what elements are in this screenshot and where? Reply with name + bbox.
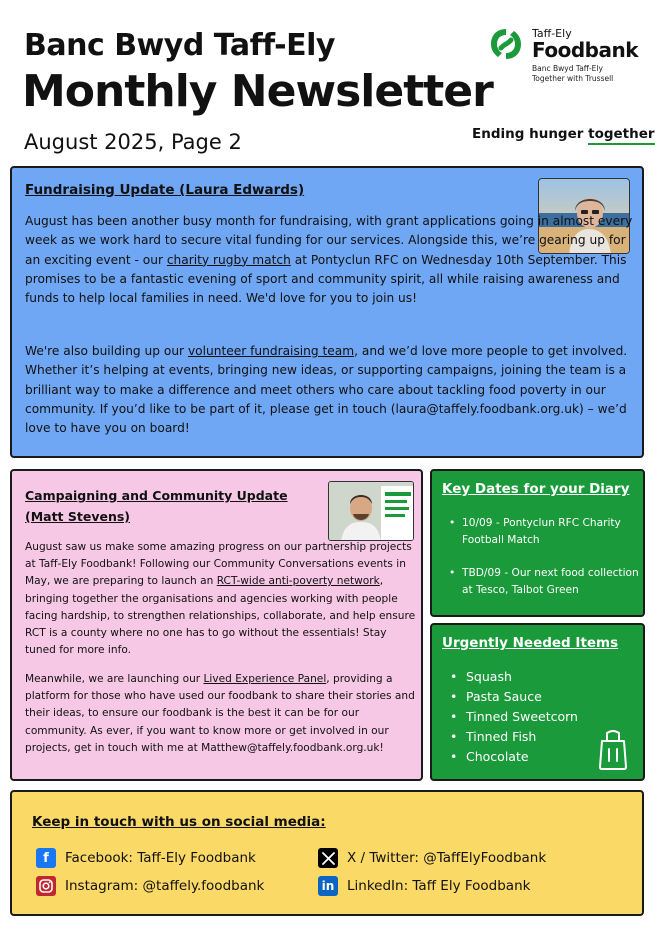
linkedin-label: LinkedIn: Taff Ely Foodbank [347,878,531,894]
text-run: , providing a platform for those who have used our foodbank to share their stories and their ideas, to ensure our foodbank is the best it can be for our community. As ever, if you want to know more or get involved in our projects, get in touch with me at Matthew@taffely.foodbank.org.uk! [25,673,415,754]
campaigning-paragraph-1 [25,539,417,659]
needed-item: • Tinned Fish [446,727,578,747]
key-dates-heading: Key Dates for your Diary [442,481,630,497]
tagline-text: Ending hunger [472,126,589,142]
key-date-item: • TBD/09 - Our next food collection at Tesco, Talbot Green [446,565,641,599]
linkedin-icon: in [318,876,338,896]
needed-items-heading: Urgently Needed Items [442,635,619,651]
fundraising-paragraph-1 [25,212,635,308]
fundraising-heading: Fundraising Update (Laura Edwards) [25,182,305,198]
tagline-emphasis: together [588,126,654,145]
facebook-link[interactable] [36,848,256,868]
charity-rugby-match-link[interactable]: charity rugby match [166,252,291,267]
needed-item: • Chocolate [446,747,578,767]
text-run: August has been another busy month for fundraising, with grant applications going in almost every week as we work hard to secure vital funding for our services. Alongside this, we’re gearing up for an exciting event - our [25,214,633,267]
foodbank-logo-icon [488,26,524,62]
text-run: August saw us make some amazing progress on our partnership projects at Taff-Ely Foodbank! Following our Community Conversations events in May, we are preparing to launch an [25,541,412,588]
needed-item: • Tinned Sweetcorn [446,707,578,727]
instagram-link[interactable] [36,876,264,896]
facebook-label: Facebook: Taff-Ely Foodbank [65,850,256,866]
text-run: We're also building up our [25,344,188,358]
facebook-icon: f [36,848,56,868]
social-media-panel [10,790,644,916]
linkedin-link[interactable] [318,876,530,896]
x-twitter-icon [318,848,338,868]
needed-item: • Squash [446,667,578,687]
newsletter-title: Monthly Newsletter [22,66,493,117]
text-run: , bringing together the organisations and agencies working with people facing hardship, to strengthen relationships, collaborate, and help ensure RCT is a county where no one has to go without the essentials! Stay tuned for more info. [25,575,416,657]
key-date-item: • 10/09 - Pontyclun RFC Charity Football Match [446,515,641,549]
needed-item: • Pasta Sauce [446,687,578,707]
logo-line-1: Banc Bwyd Taff-Ely [532,64,603,73]
social-heading: Keep in touch with us on social media: [32,814,326,830]
anti-poverty-network-link[interactable]: RCT-wide anti-poverty network [216,575,380,588]
campaigning-heading: Campaigning and Community Update (Matt Stevens) [25,488,288,524]
instagram-icon [36,876,56,896]
fundraising-paragraph-2 [25,342,635,438]
twitter-link[interactable] [318,848,546,868]
needed-items-list [446,667,578,767]
twitter-label: X / Twitter: @TaffElyFoodbank [347,850,547,866]
instagram-label: Instagram: @taffely.foodbank [65,878,265,894]
tagline [472,126,655,142]
issue-date: August 2025, Page 2 [24,130,242,154]
logo-line-2: Together with Trussell [532,74,614,83]
fundraising-panel [10,166,644,458]
portrait-image [329,482,414,541]
logo-small-text: Taff-Ely [532,27,572,40]
newsletter-title-welsh: Banc Bwyd Taff-Ely [24,28,335,63]
campaigning-panel [10,469,423,781]
text-run: Meanwhile, we are launching our [25,673,204,685]
text-run: , and we’d love more people to get involved. Whether it’s helping at events, bringing new ideas, or supporting campaigns, joining the team is a brilliant way to make a difference and meet others who care about tackling food poverty in our community. If you’d like to be part of it, please get in touch (laura@taffely.foodbank.org.uk) – we’d love to have you on board! [25,344,628,436]
shopping-bag-icon [598,729,628,771]
campaigning-paragraph-2 [25,671,417,757]
text-run: at Pontyclun RFC on Wednesday 10th September. This promises to be a fantastic evening of sport and community spirit, all while raising awareness and funds to help local families in need. We'd love for you to join us! [25,252,627,306]
lived-experience-panel-link[interactable]: Lived Experience Panel [203,673,327,685]
logo-wordmark: Foodbank [532,38,638,62]
volunteer-fundraising-team-link[interactable]: volunteer fundraising team [187,344,355,358]
key-dates-panel [430,469,645,617]
matt-stevens-photo [328,481,414,541]
needed-items-panel [430,623,645,781]
key-dates-list [446,515,641,615]
foodbank-logo [488,26,638,86]
